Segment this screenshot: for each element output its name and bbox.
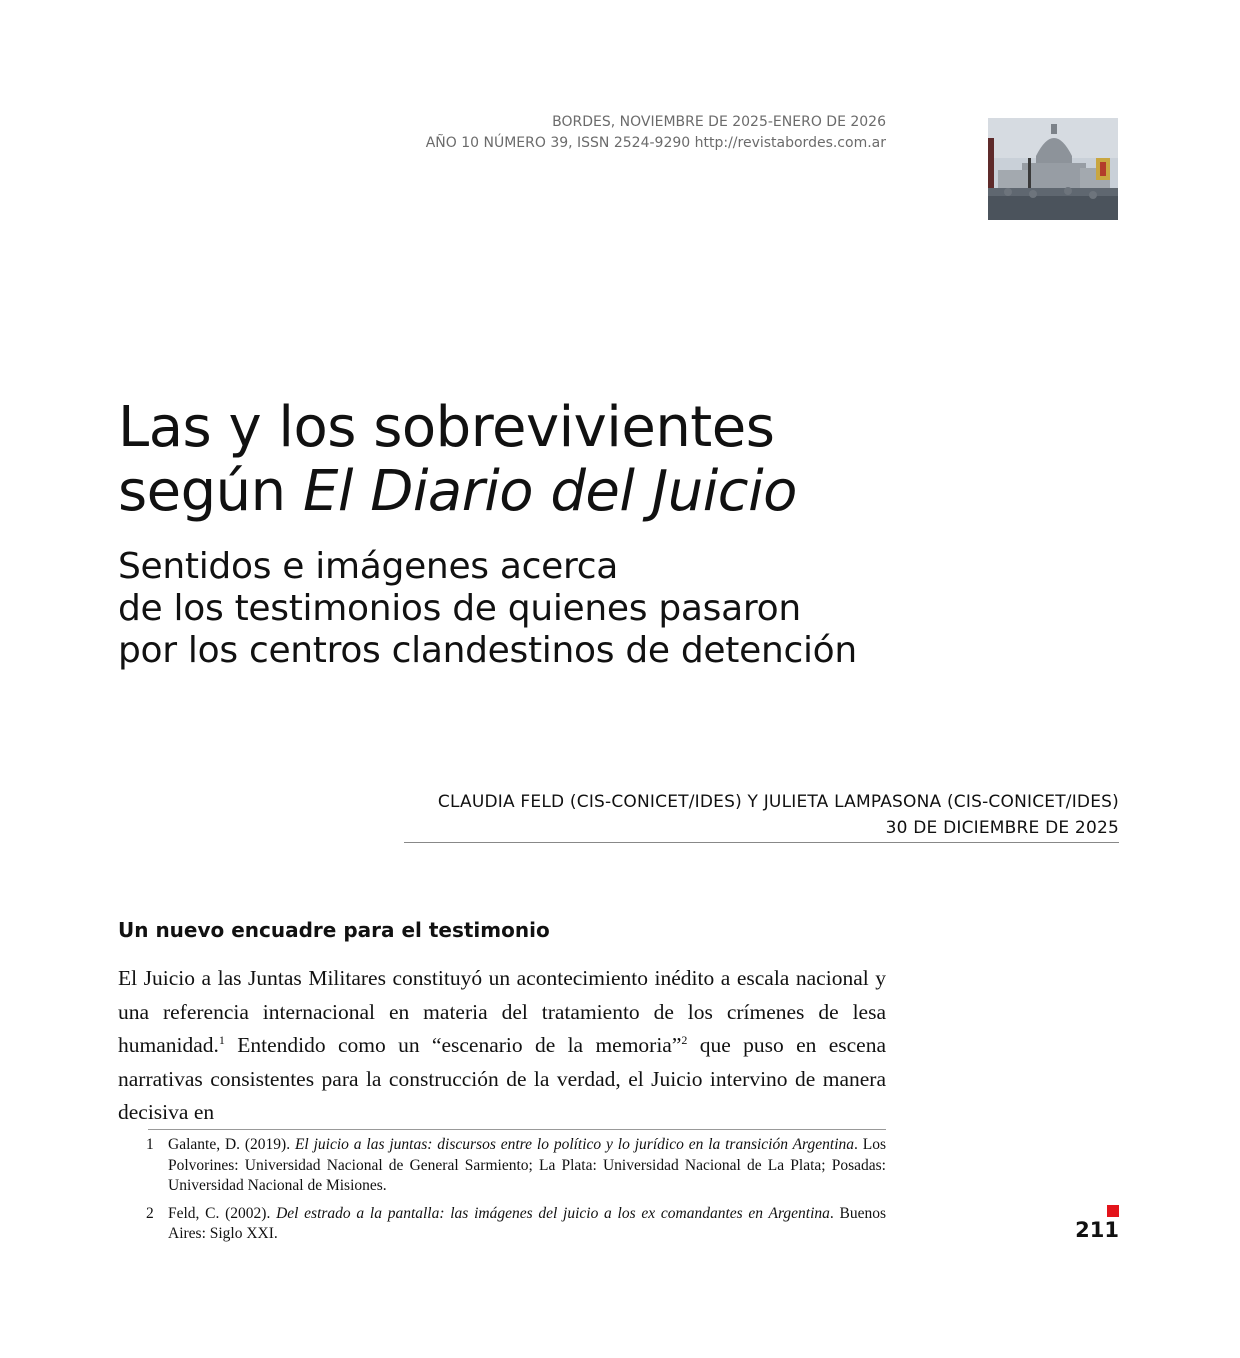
footnote-number: 1 — [146, 1136, 154, 1153]
footnote-citation: Galante, D. (2019). — [168, 1136, 295, 1153]
footnote-number: 2 — [146, 1204, 154, 1222]
footnote-divider — [148, 1129, 886, 1130]
byline — [438, 789, 1119, 841]
page-marker-square — [1107, 1205, 1119, 1217]
article-subtitle — [118, 546, 918, 672]
header-photo — [988, 118, 1118, 220]
footnote-work-title: Del estrado a la pantalla: las imágenes del juicio a los ex comandantes en Argentina — [276, 1204, 830, 1222]
subtitle-line-2: de los testimonios de quienes pasaron — [118, 588, 801, 629]
title-line-2-italic: El Diario del Juicio — [302, 459, 797, 524]
journal-header — [426, 112, 886, 154]
footnote-work-title: El juicio a las juntas: discursos entre lo político y lo jurídico en la transición Argentina — [294, 1136, 855, 1153]
footnote-publisher: . Los Polvorines: Universidad Nacional de General Sarmiento; La Plata: Universidad Nacional de La Plata; Posadas: Universidad Nacional de Misiones. — [168, 1136, 887, 1194]
footnotes — [146, 1135, 886, 1252]
journal-issue-line: BORDES, NOVIEMBRE DE 2025-ENERO DE 2026 — [552, 114, 886, 130]
body-paragraph — [118, 962, 886, 1130]
article-title — [118, 396, 918, 524]
footnote-citation: Feld, C. (2002). — [168, 1204, 277, 1222]
title-line-1: Las y los sobrevivientes — [118, 395, 775, 460]
title-block — [118, 396, 918, 672]
authors: CLAUDIA FELD (CIS-CONICET/IDES) Y JULIETA LAMPASONA (CIS-CONICET/IDES) — [437, 792, 1119, 812]
byline-divider — [404, 842, 1119, 843]
paragraph-part-2: Entendido como un “escenario de la memoria” — [224, 1033, 682, 1057]
footnote-ref-2[interactable]: 2 — [681, 1032, 688, 1047]
section-heading: Un nuevo encuadre para el testimonio — [118, 918, 550, 942]
footnote-publisher: . Buenos Aires: Siglo XXI. — [168, 1204, 887, 1242]
paragraph-part-1: El Juicio a las Juntas Militares constituyó un acontecimiento inédito a escala nacional y una referencia internacional en materia del tratamiento de los crímenes de lesa humanidad. — [118, 966, 886, 1057]
publication-date: 30 DE DICIEMBRE DE 2025 — [885, 818, 1119, 838]
subtitle-line-1: Sentidos e imágenes acerca — [118, 546, 618, 587]
footnote-1 — [146, 1135, 886, 1197]
paragraph-part-3: que puso en escena narrativas consistentes para la construcción de la verdad, el Juicio intervino de manera decisiva en — [118, 1033, 886, 1124]
page-number: 211 — [1075, 1218, 1119, 1242]
footnote-text — [168, 1135, 886, 1197]
title-line-2-plain: según — [118, 459, 303, 524]
footnote-2 — [146, 1204, 886, 1245]
footnote-ref-1[interactable]: 1 — [218, 1032, 225, 1047]
journal-issn-line: AÑO 10 NÚMERO 39, ISSN 2524-9290 http://revistabordes.com.ar — [425, 135, 886, 151]
subtitle-line-3: por los centros clandestinos de detención — [118, 630, 857, 671]
footnote-text — [168, 1204, 886, 1245]
